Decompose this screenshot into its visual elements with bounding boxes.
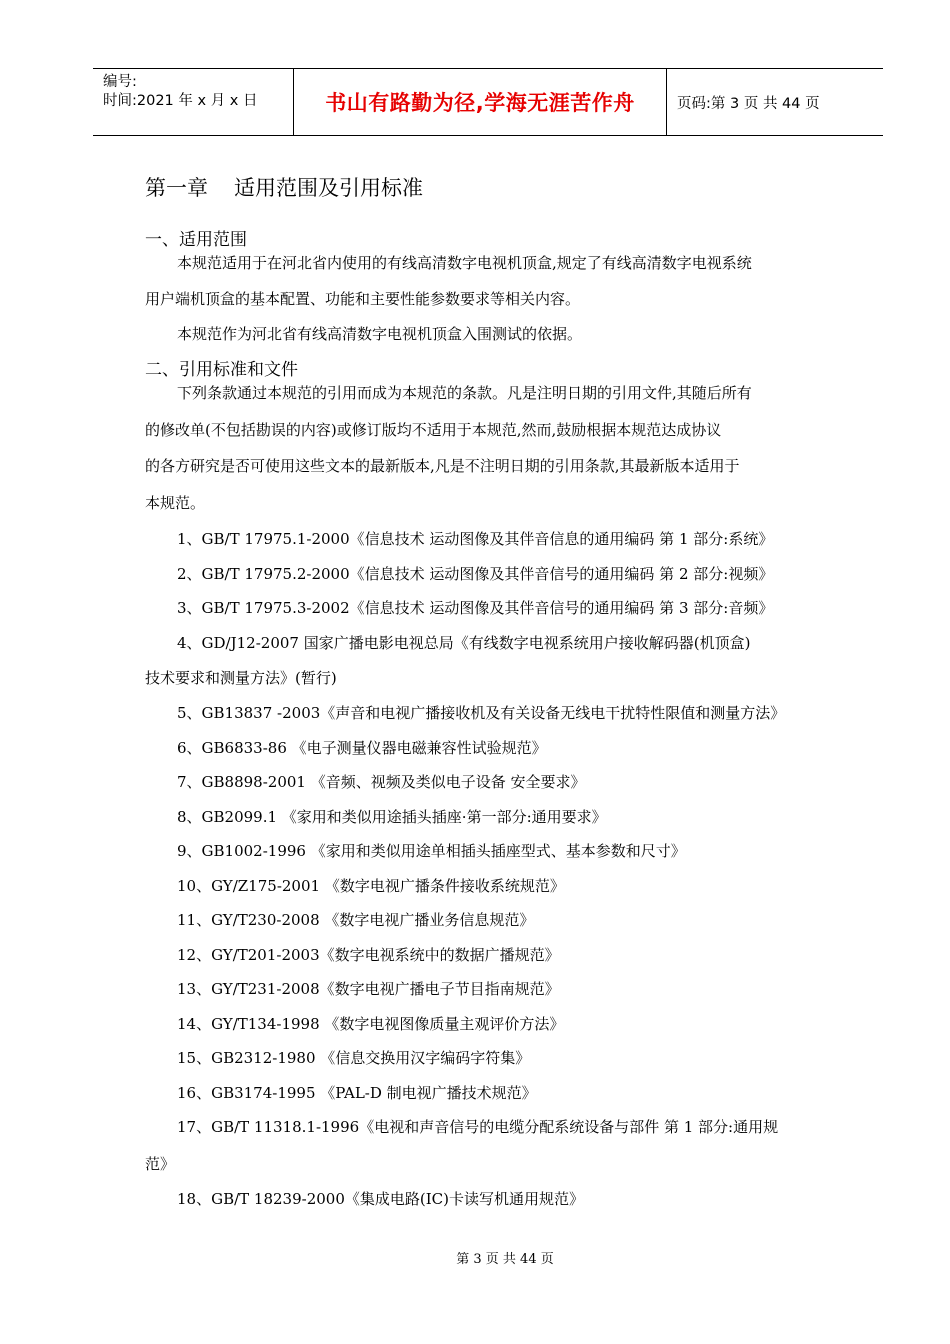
time-label: 时间:2021 年 x 月 x 日 — [103, 93, 258, 109]
chapter-title: 第一章 — [145, 176, 208, 200]
paragraph-line: 下列条款通过本规范的引用而成为本规范的条款。凡是注明日期的引用文件,其随后所有 — [177, 384, 752, 402]
reference-item: 2、GB/T 17975.2-2000《信息技术 运动图像及其伴音信号的通用编码 第 2 部分:视频》 — [177, 565, 774, 583]
header-page-info: 页码:第 3 页 共 44 页 — [677, 95, 820, 112]
page-footer: 第 3 页 共 44 页 — [456, 1252, 554, 1267]
reference-item: 17、GB/T 11318.1-1996《电视和声音信号的电缆分配系统设备与部件 第 1 部分:通用规 — [177, 1118, 779, 1136]
reference-item: 技术要求和测量方法》(暂行) — [145, 669, 337, 687]
reference-item: 16、GB3174-1995 《PAL-D 制电视广播技术规范》 — [177, 1084, 537, 1102]
reference-item: 3、GB/T 17975.3-2002《信息技术 运动图像及其伴音信号的通用编码 第 3 部分:音频》 — [177, 599, 774, 617]
reference-item: 6、GB6833-86 《电子测量仪器电磁兼容性试验规范》 — [177, 739, 547, 757]
number-label: 编号: — [103, 74, 137, 90]
section-title: 一、适用范围 — [145, 230, 247, 250]
header-motto: 书山有路勤为径,学海无涯苦作舟 — [294, 69, 667, 135]
reference-item: 9、GB1002-1996 《家用和类似用途单相插头插座型式、基本参数和尺寸》 — [177, 842, 686, 860]
reference-item: 10、GY/Z175-2001 《数字电视广播条件接收系统规范》 — [177, 877, 565, 895]
paragraph-line: 的修改单(不包括勘误的内容)或修订版均不适用于本规范,然而,鼓励根据本规范达成协议 — [145, 421, 722, 439]
reference-item: 范》 — [145, 1155, 176, 1173]
page-header — [93, 68, 883, 136]
reference-item: 15、GB2312-1980 《信息交换用汉字编码字符集》 — [177, 1049, 531, 1067]
reference-item: 1、GB/T 17975.1-2000《信息技术 运动图像及其伴音信息的通用编码 第 1 部分:系统》 — [177, 530, 774, 548]
reference-item: 11、GY/T230-2008 《数字电视广播业务信息规范》 — [177, 911, 535, 929]
section-title: 二、引用标准和文件 — [145, 360, 298, 380]
reference-item: 8、GB2099.1 《家用和类似用途插头插座·第一部分:通用要求》 — [177, 808, 607, 826]
reference-item: 5、GB13837 -2003《声音和电视广播接收机及有关设备无线电干扰特性限值和测量方法》 — [177, 704, 786, 722]
reference-item: 4、GD/J12-2007 国家广播电影电视总局《有线数字电视系统用户接收解码器(机顶盒) — [177, 634, 751, 652]
reference-item: 7、GB8898-2001 《音频、视频及类似电子设备 安全要求》 — [177, 773, 586, 791]
reference-item: 14、GY/T134-1998 《数字电视图像质量主观评价方法》 — [177, 1015, 565, 1033]
reference-item: 18、GB/T 18239-2000《集成电路(IC)卡读写机通用规范》 — [177, 1190, 584, 1208]
reference-item: 13、GY/T231-2008《数字电视广播电子节目指南规范》 — [177, 980, 560, 998]
reference-item: 12、GY/T201-2003《数字电视系统中的数据广播规范》 — [177, 946, 560, 964]
paragraph-line: 的各方研究是否可使用这些文本的最新版本,凡是不注明日期的引用条款,其最新版本适用于 — [145, 457, 740, 475]
chapter-subtitle: 适用范围及引用标准 — [234, 176, 423, 200]
paragraph-line: 本规范适用于在河北省内使用的有线高清数字电视机顶盒,规定了有线高清数字电视系统 — [177, 254, 752, 272]
paragraph-line: 本规范作为河北省有线高清数字电视机顶盒入围测试的依据。 — [177, 325, 583, 343]
chapter-heading — [145, 172, 423, 202]
header-meta — [93, 69, 294, 135]
paragraph-line: 用户端机顶盒的基本配置、功能和主要性能参数要求等相关内容。 — [145, 290, 581, 308]
paragraph-line: 本规范。 — [145, 494, 206, 512]
